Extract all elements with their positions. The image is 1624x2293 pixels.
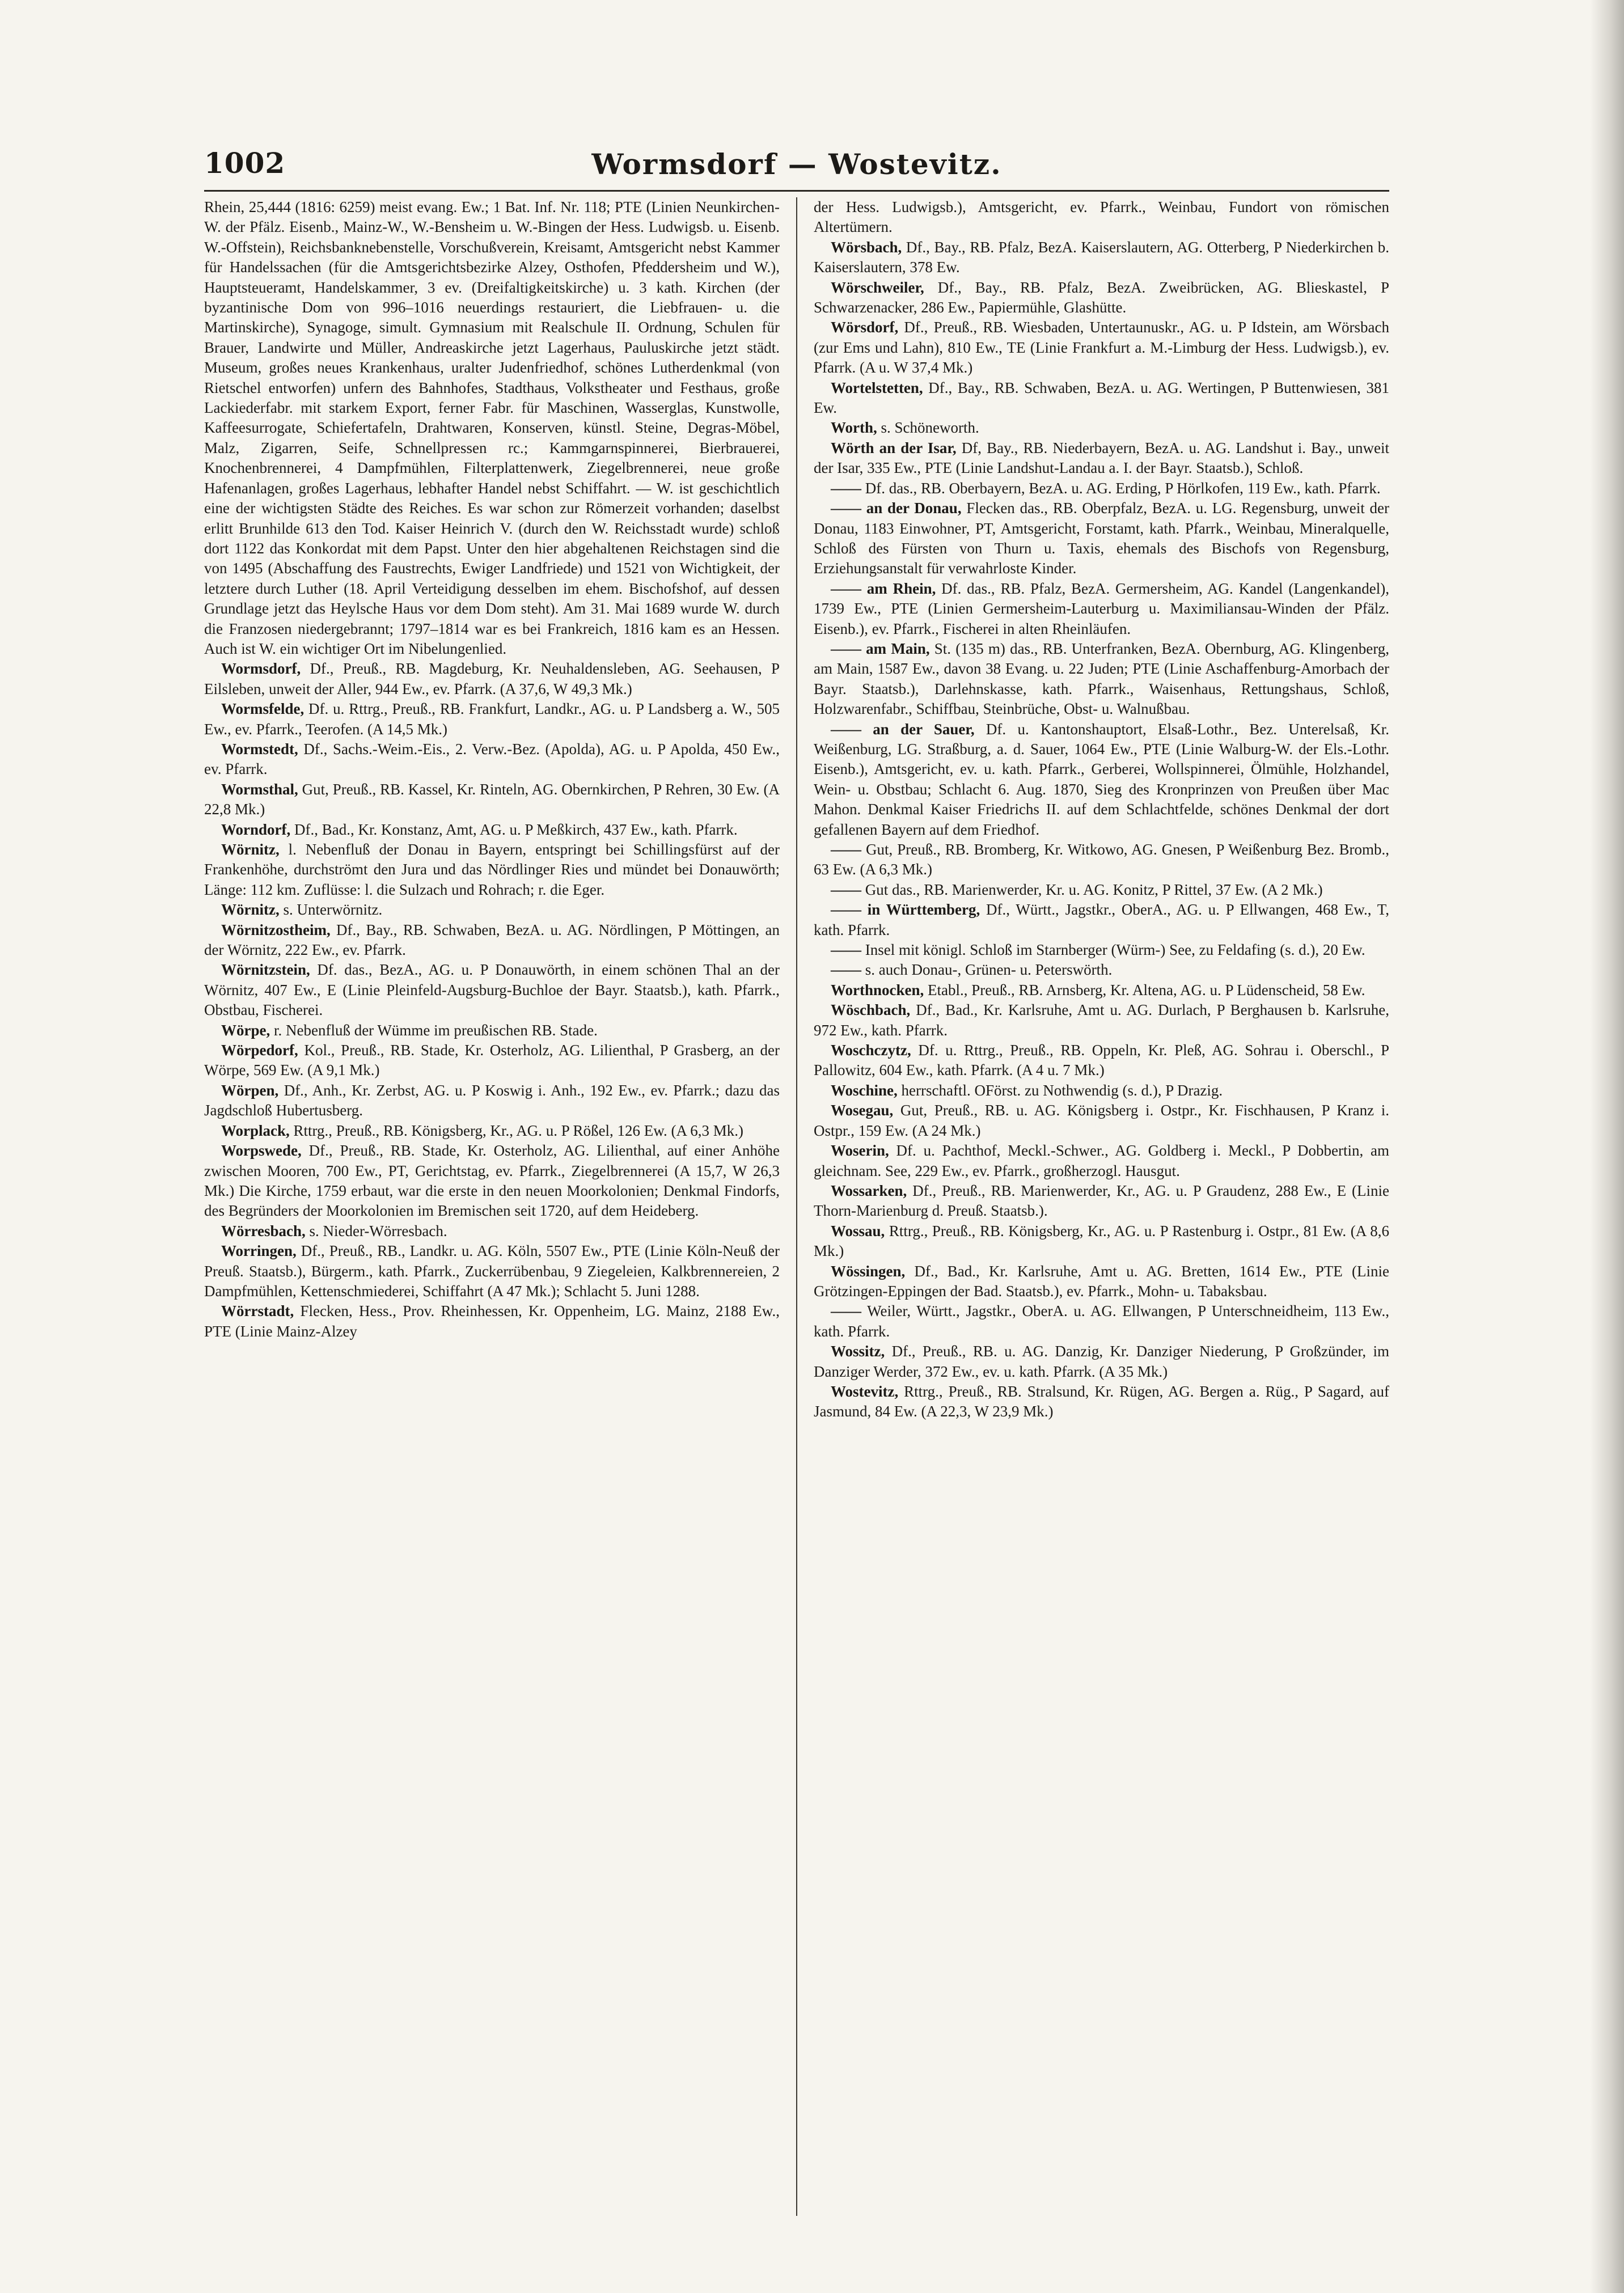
entry-text: Df. das., BezA., AG. u. P Donauwörth, in einem schönen Thal an der Wörnitz, 407 Ew., E (Linie Pleinfeld-Augsburg-Buchloe der Bayr. Staatsb.), kath. Pfarrk., Obstbau, Fischerei. [204,961,780,1019]
entry-text: Insel mit königl. Schloß im Starnberger (Würm-) See, zu Feldafing (s. d.), 20 Ew. [861,941,1365,959]
dictionary-entry [814,1382,1389,1422]
page-number: 1002 [204,146,286,180]
dictionary-entry [814,438,1389,479]
entry-text: Gut das., RB. Marienwerder, Kr. u. AG. Konitz, P Rittel, 37 Ew. (A 2 Mk.) [861,881,1323,898]
entry-headword: Wörschweiler, [831,278,924,296]
dictionary-entry [814,1342,1389,1382]
entry-headword: —— in Württemberg, [831,901,980,919]
entry-headword: Wörrstadt, [221,1302,294,1320]
entry-headword: Worringen, [221,1242,297,1260]
dictionary-entry [814,720,1389,840]
entry-headword: Wössingen, [831,1262,906,1280]
dictionary-entry [204,1081,780,1121]
dictionary-entry [814,880,1389,900]
entry-text: Df., Württ., Jagstkr., OberA., AG. u. P Ellwangen, 468 Ew., T, kath. Pfarrk. [814,901,1389,938]
entry-text: Gut, Preuß., RB. Bromberg, Kr. Witkowo, AG. Gnesen, P Weißenburg Bez. Bromb., 63 Ew. (A 6,3 Mk.) [814,841,1389,878]
dictionary-entry [814,278,1389,318]
entry-text: Df., Anh., Kr. Zerbst, AG. u. P Koswig i. Anh., 192 Ew., ev. Pfarrk.; dazu das Jagdschloß Hubertusberg. [204,1081,780,1119]
dictionary-entry [204,1021,780,1040]
dictionary-entry [814,1301,1389,1342]
entry-headword: Wörsdorf, [831,319,899,336]
entry-headword: —— an der Donau, [831,500,962,517]
left-column [204,197,780,2216]
dictionary-entry [204,739,780,780]
entry-headword: Worndorf, [221,820,291,838]
entry-text: Df., Bay., RB. Pfalz, BezA. Zweibrücken, AG. Blieskastel, P Schwarzenacker, 286 Ew., Papiermühle, Glashütte. [814,278,1389,316]
dictionary-entry [204,699,780,739]
entry-text: Df. u. Rttrg., Preuß., RB. Oppeln, Kr. Pleß, AG. Sohrau i. Oberschl., P Pallowitz, 604 Ew., kath. Pfarrk. (A 4 u. 7 Mk.) [814,1042,1389,1079]
dictionary-entry [204,1301,780,1342]
entry-headword: —— [831,479,861,497]
dictionary-entry [814,318,1389,378]
entry-text: Df., Preuß., RB. u. AG. Danzig, Kr. Danziger Niederung, P Großzünder, im Danziger Werder, 372 Ew., ev. u. kath. Pfarrk. (A 35 Mk.) [814,1343,1389,1380]
dictionary-entry [814,238,1389,278]
entry-text: Weiler, Württ., Jagstkr., OberA. u. AG. Ellwangen, P Unterschneidheim, 113 Ew., kath. Pfarrk. [814,1302,1389,1340]
entry-headword: Wörth an der Isar, [831,439,957,456]
entry-text: Gut, Preuß., RB. u. AG. Königsberg i. Ostpr., Kr. Fischhausen, P Kranz i. Ostpr., 159 Ew. (A 24 Mk.) [814,1102,1389,1139]
entry-headword: Wörpedorf, [221,1042,298,1059]
entry-headword: Wortelstetten, [831,379,923,396]
dictionary-entry [814,1141,1389,1181]
dictionary-entry [204,197,780,659]
dictionary-entry [814,840,1389,880]
entry-headword: Wörpen, [221,1081,279,1099]
entry-text: Df. das., RB. Oberbayern, BezA. u. AG. Erding, P Hörlkofen, 119 Ew., kath. Pfarrk. [861,479,1381,497]
entry-text: Rttrg., Preuß., RB. Königsberg, Kr., AG. u. P Rößel, 126 Ew. (A 6,3 Mk.) [289,1122,744,1139]
dictionary-entry [204,780,780,820]
entry-headword: Wosegau, [831,1102,894,1119]
entry-headword: Worpswede, [221,1142,302,1160]
entry-text: Df., Preuß., RB., Landkr. u. AG. Köln, 5507 Ew., PTE (Linie Köln-Neuß der Preuß. Staatsb.), Bürgerm., kath. Pfarrk., Zuckerrübenbau, 9 Ziegeleien, Kalkbrennereien, 2 Dampfmühlen, Kettenschmiederei, Schiffahrt (A 47 Mk.); Schlacht 5. Juni 1288. [204,1242,780,1300]
entry-text: l. Nebenfluß der Donau in Bayern, entspringt bei Schillingsfürst auf der Frankenhöhe, durchströmt den Jura und das Nördlinger Ries und mündet bei Donauwörth; Länge: 112 km. Zuflüsse: l. die Sulzach und Rohrach; r. die Eger. [204,841,780,898]
column-divider [796,197,797,2216]
entry-text: s. Unterwörnitz. [279,901,383,919]
entry-headword: Wörsbach, [831,238,902,256]
entry-headword: Wossitz, [831,1343,885,1360]
entry-text: Df., Bad., Kr. Karlsruhe, Amt u. AG. Bretten, 1614 Ew., PTE (Linie Grötzingen-Eppingen der Bad. Staatsb.), ev. Pfarrk., Mohn- u. Tabaksbau. [814,1262,1389,1300]
dictionary-entry [814,960,1389,980]
dictionary-entry [204,1221,780,1241]
entry-headword: Wormsthal, [221,780,298,798]
dictionary-entry [814,639,1389,720]
dictionary-entry [204,900,780,920]
dictionary-entry [814,1262,1389,1302]
dictionary-entry [204,1121,780,1141]
entry-text: r. Nebenfluß der Wümme im preußischen RB. Stade. [270,1021,598,1039]
entry-headword: —— [831,841,861,858]
entry-text: Rttrg., Preuß., RB. Königsberg, Kr., AG. u. P Rastenburg i. Ostpr., 81 Ew. (A 8,6 Mk.) [814,1222,1389,1260]
entry-headword: Woschczytz, [831,1042,911,1059]
entry-text: Rhein, 25,444 (1816: 6259) meist evang. Ew.; 1 Bat. Inf. Nr. 118; PTE (Linien Neunkirchen-W. der Pfälz. Eisenb., Mainz-W., W.-Bensheim u. W.-Bingen der Hess. Ludwigsb. u. Eisenb. W.-Offstein), Reichsbanknebenstelle, Vorschußverein, Kreisamt, Amtsgericht nebst Kammer für Handelssachen (für die Amtsgerichtsbezirke Alzey, Osthofen, Pfeddersheim und W.), Hauptsteueramt, Handelskammer, 3 ev. (Dreifaltigkeitskirche) u. 3 kath. Kirchen (der byzantinische Dom von 996–1016 neuerdings restauriert, die Liebfrauen- u. die Martinskirche), Synagoge, simult. Gymnasium mit Realschule II. Ordnung, Schulen für Brauer, Landwirte und Müller, Andreaskirche jetzt Lagerhaus, Pauluskirche jetzt städt. Museum, großes neues Krankenhaus, uralter Judenfriedhof, schönes Lutherdenkmal (von Rietschel entworfen) unfern des Bahnhofes, Stadthaus, Volkstheater und Festhaus, große Lackiederfabr. mit starkem Export, ferner Fabr. für Maschinen, Wasserglas, Kunstwolle, Kaffeesurrogate, Schiefertafeln, Drahtwaren, Konserven, künstl. Steine, Degras-Möbel, Malz, Zigarren, Seife, Schnellpressen rc.; Kammgarnspinnerei, Bierbrauerei, Knochenbrennerei, 4 Dampfmühlen, Filterplattenwerk, Ziegelbrennerei, neue große Hafenanlagen, großes Lagerhaus, lebhafter Handel nebst Schiffahrt. — W. ist geschichtlich eine der wichtigsten Städte des Reiches. Es war schon zur Römerzeit vorhanden; daselbst erlitt Brunhilde 613 den Tod. Kaiser Heinrich V. (durch den W. Reichsstadt wurde) schloß dort 1122 das Konkordat mit dem Papst. Unter den hier abgehaltenen Reichstagen sind die von 1495 (Abschaffung des Faustrechts, Ewiger Landfriede) und 1521 von Wichtigkeit, der letztere durch Luther (18. April Verteidigung desselben im ehem. Bischofshof, auf dessen Grundlage jetzt das Heylsche Haus vor dem Dom steht). Am 31. Mai 1689 wurde W. durch die Franzosen niedergebrannt; 1797–1814 war es bei Frankreich, 1816 kam es an Hessen. Auch ist W. ein wichtiger Ort im Nibelungenlied. [204,198,780,657]
entry-text: Df., Sachs.-Weim.-Eis., 2. Verw.-Bez. (Apolda), AG. u. P Apolda, 450 Ew., ev. Pfarrk. [204,740,780,778]
entry-text: Kol., Preuß., RB. Stade, Kr. Osterholz, AG. Lilienthal, P Grasberg, an der Wörpe, 569 Ew. (A 9,1 Mk.) [204,1042,780,1079]
entry-headword: Wörnitz, [221,901,280,919]
dictionary-entry [814,900,1389,940]
entry-text: Df., Bay., RB. Schwaben, BezA. u. AG. Wertingen, P Buttenwiesen, 381 Ew. [814,379,1389,417]
entry-text: Df, Bay., RB. Niederbayern, BezA. u. AG. Landshut i. Bay., unweit der Isar, 335 Ew., PTE (Linie Landshut-Landau a. I. der Bayr. Staatsb.), Schloß. [814,439,1389,477]
entry-text: s. auch Donau-, Grünen- u. Peterswörth. [861,961,1113,979]
entry-text: s. Nieder-Wörresbach. [305,1222,447,1239]
entry-headword: Wormsdorf, [221,660,301,678]
dictionary-entry [814,197,1389,238]
dictionary-entry [814,1101,1389,1141]
entry-text: Df., Preuß., RB. Marienwerder, Kr., AG. u. P Graudenz, 288 Ew., E (Linie Thorn-Marienburg d. Preuß. Staatsb.). [814,1182,1389,1220]
right-column [814,197,1389,2216]
entry-headword: Wossarken, [831,1182,907,1199]
entry-headword: Wostevitz, [831,1382,899,1400]
entry-text: Df. u. Kantonshauptort, Elsaß-Lothr., Bez. Unterelsaß, Kr. Weißenburg, LG. Straßburg, a. d. Sauer, 1064 Ew., PTE (Linie Walburg-W. der Els.-Lothr. Eisenb.), Amtsgericht, ev. u. kath. Pfarrk., Gerberei, Wollspinnerei, Ölmühle, Holzhandel, Wein- u. Obstbau; Schlacht 6. Aug. 1870, Sieg des Kronprinzen von Preußen über Mac Mahon. Denkmal Kaiser Friedrichs II. auf dem Schlachtfelde, schönes Denkmal der dort gefallenen Bayern auf dem Friedhof. [814,720,1389,838]
entry-text: Etabl., Preuß., RB. Arnsberg, Kr. Altena, AG. u. P Lüdenscheid, 58 Ew. [924,981,1365,999]
entry-text: Gut, Preuß., RB. Kassel, Kr. Rinteln, AG. Obernkirchen, P Rehren, 30 Ew. (A 22,8 Mk.) [204,780,780,818]
entry-headword: Wörresbach, [221,1222,306,1239]
entry-headword: Wörpe, [221,1021,270,1039]
dictionary-entry [204,960,780,1020]
dictionary-entry [204,1141,780,1221]
entry-text: Flecken das., RB. Oberpfalz, BezA. u. LG. Regensburg, unweit der Donau, 1183 Einwohner, PT, Amtsgericht, Forstamt, kath. Pfarrk., Weinbau, Mineralquelle, Schloß des Fürsten von Thurn u. Taxis, ehemals des Bischofs von Regensburg, Erziehungsanstalt für verwahrloste Kinder. [814,500,1389,577]
dictionary-entry [814,479,1389,498]
entry-headword: Woserin, [831,1142,889,1160]
entry-text: Flecken, Hess., Prov. Rheinhessen, Kr. Oppenheim, LG. Mainz, 2188 Ew., PTE (Linie Mainz-Alzey [204,1302,780,1340]
entry-headword: —— [831,881,861,898]
entry-text: Rttrg., Preuß., RB. Stralsund, Kr. Rügen, AG. Bergen a. Rüg., P Sagard, auf Jasmund, 84 Ew. (A 22,3, W 23,9 Mk.) [814,1382,1389,1420]
dictionary-entry [204,1040,780,1081]
running-title: Wormsdorf — Wostevitz. [591,147,1002,181]
page-header [204,146,1389,186]
entry-text: Df., Bad., Kr. Karlsruhe, Amt u. AG. Durlach, P Berghausen b. Karlsruhe, 972 Ew., kath. Pfarrk. [814,1001,1389,1039]
dictionary-entry [204,920,780,961]
entry-headword: Worplack, [221,1122,290,1139]
dictionary-entry [204,820,780,840]
entry-headword: —— [831,961,861,979]
entry-text: Df., Preuß., RB. Wiesbaden, Untertaunuskr., AG. u. P Idstein, am Wörsbach (zur Ems und Lahn), 810 Ew., TE (Linie Frankfurt a. M.-Limburg der Hess. Ludwigsb.), ev. Pfarrk. (A u. W 37,4 Mk.) [814,319,1389,376]
entry-text: Df., Bay., RB. Pfalz, BezA. Kaiserslautern, AG. Otterberg, P Niederkirchen b. Kaiserslautern, 378 Ew. [814,238,1389,276]
dictionary-entry [204,1241,780,1301]
entry-headword: —— [831,941,861,959]
entry-headword: —— am Rhein, [831,579,936,597]
entry-text: Df. u. Rttrg., Preuß., RB. Frankfurt, Landkr., AG. u. P Landsberg a. W., 505 Ew., ev. Pfarrk., Teerofen. (A 14,5 Mk.) [204,700,780,738]
entry-headword: Wöschbach, [831,1001,911,1019]
entry-text: Df., Preuß., RB. Stade, Kr. Osterholz, AG. Lilienthal, auf einer Anhöhe zwischen Mooren, 700 Ew., PT, Gerichtstag, ev. Pfarrk., Ziegelbrennerei (A 15,7, W 26,3 Mk.) Die Kirche, 1759 erbaut, war die erste in den neuen Moorkolonien; Denkmal Findorfs, des Begründers der Moorkolonien im Bremischen seit 1720, auf dem Heideberg. [204,1142,780,1220]
entry-text: der Hess. Ludwigsb.), Amtsgericht, ev. Pfarrk., Weinbau, Fundort von römischen Altertümern. [814,198,1389,236]
dictionary-entry [814,980,1389,1000]
entry-headword: Wossau, [831,1222,885,1239]
dictionary-entry [814,378,1389,418]
entry-text: Df. das., RB. Pfalz, BezA. Germersheim, AG. Kandel (Langenkandel), 1739 Ew., PTE (Linien Germersheim-Lauterburg u. Maximiliansau-Winden der Pfälz. Eisenb.), ev. Pfarrk., Fischerei in alten Rheinläufen. [814,579,1389,637]
dictionary-entry [814,940,1389,960]
entry-headword: —— am Main, [831,640,930,657]
dictionary-entry [814,1081,1389,1101]
dictionary-entry [204,659,780,699]
entry-text: Df. u. Pachthof, Meckl.-Schwer., AG. Goldberg i. Meckl., P Dobbertin, am gleichnam. See, 229 Ew., ev. Pfarrk., großherzogl. Hausgut. [814,1142,1389,1179]
entry-headword: Worth, [831,419,877,437]
entry-headword: Wormstedt, [221,740,298,758]
entry-text: Df., Bad., Kr. Konstanz, Amt, AG. u. P Meßkirch, 437 Ew., kath. Pfarrk. [290,820,738,838]
dictionary-entry [204,840,780,900]
entry-text: Df., Preuß., RB. Magdeburg, Kr. Neuhaldensleben, AG. Seehausen, P Eilsleben, unweit der Aller, 944 Ew., ev. Pfarrk. (A 37,6, W 49,3 Mk.) [204,660,780,697]
entry-headword: Wörnitzostheim, [221,921,331,938]
dictionary-entry [814,1181,1389,1221]
entry-text: Df., Bay., RB. Schwaben, BezA. u. AG. Nördlingen, P Möttingen, an der Wörnitz, 222 Ew., ev. Pfarrk. [204,921,780,959]
entry-headword: —— an der Sauer, [831,720,975,738]
entry-headword: Woschine, [831,1081,898,1099]
entry-text: herrschaftl. OFörst. zu Nothwendig (s. d.), P Drazig. [897,1081,1223,1099]
dictionary-entry [814,498,1389,579]
entry-text: s. Schöneworth. [877,419,979,437]
dictionary-entry [814,579,1389,639]
entry-headword: —— [831,1302,861,1320]
entry-headword: Wörnitzstein, [221,961,310,979]
entry-text: St. (135 m) das., RB. Unterfranken, BezA. Obernburg, AG. Klingenberg, am Main, 1587 Ew., davon 38 Evang. u. 22 Juden; PTE (Linie Aschaffenburg-Amorbach der Bayr. Staatsb.), Darlehnskasse, kath. Pfarrk., Waisenhaus, Rettungshaus, Schloß, Holzwarenfabr., Schiffbau, Steinbrüche, Obst- u. Walnußbau. [814,640,1389,718]
scanned-page-edge [1590,0,1624,2293]
dictionary-entry [814,1000,1389,1040]
entry-headword: Wörnitz, [221,841,280,858]
dictionary-entry [814,1221,1389,1262]
header-rule [204,190,1389,192]
entry-headword: Wormsfelde, [221,700,304,718]
dictionary-entry [814,1040,1389,1081]
entry-headword: Worthnocken, [831,981,924,999]
dictionary-entry [814,418,1389,438]
text-columns [204,197,1389,2216]
